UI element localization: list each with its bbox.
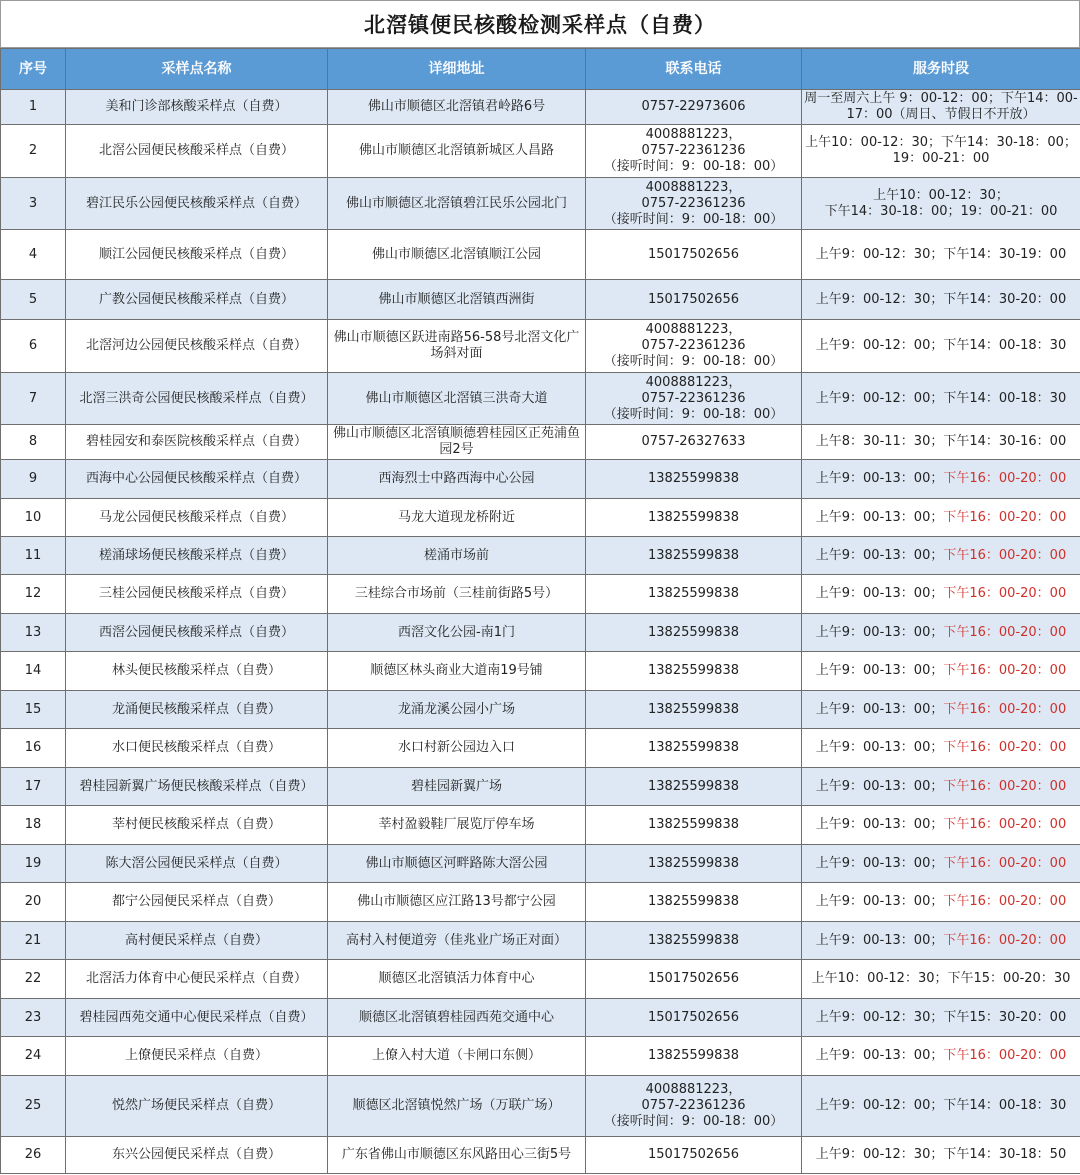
table-row (1, 425, 1080, 460)
cell-hours: 上午9：00-12：00；下午14：00-18：30 (802, 1076, 1080, 1137)
hours-morning: 上午9：00-13：00； (815, 1048, 944, 1063)
table-header-row (1, 49, 1080, 90)
sites-table (0, 48, 1080, 1174)
cell-address: 顺德区北滘镇活力体育中心 (328, 960, 586, 999)
hours-afternoon-highlight: 下午16：00-20：00 (943, 471, 1067, 486)
table-row (1, 90, 1080, 125)
cell-hours: 上午8：30-11：30；下午14：30-16：00 (802, 425, 1080, 460)
cell-name: 水口便民核酸采样点（自费） (66, 729, 328, 768)
phone-line: 0757-22361236 (641, 1098, 746, 1113)
cell-phone: 15017502656 (586, 1137, 802, 1174)
cell-hours: 上午10：00-12：30；下午15：00-20：30 (802, 960, 1080, 999)
cell-hours: 周一至周六上午 9：00-12：00；下午14：00-17：00（周日、节假日不开放） (802, 90, 1080, 125)
cell-no: 17 (1, 768, 66, 806)
phone-line: 0757-22361236 (641, 390, 746, 406)
table-row (1, 1037, 1080, 1076)
phone-line: （接听时间：9：00-18：00） (603, 354, 784, 369)
table-row (1, 960, 1080, 999)
hours-afternoon-highlight: 下午16：00-20：00 (943, 547, 1067, 563)
phone-line: （接听时间：9：00-18：00） (603, 406, 784, 422)
cell-no: 4 (1, 230, 66, 280)
cell-no: 24 (1, 1037, 66, 1076)
table-row (1, 768, 1080, 806)
phone-line: 4008881223， (645, 1082, 742, 1097)
cell-hours (802, 460, 1080, 499)
phone-line: （接听时间：9：00-18：00） (603, 159, 784, 174)
hours-afternoon-highlight: 下午16：00-20：00 (943, 855, 1067, 871)
cell-no: 23 (1, 999, 66, 1037)
cell-phone: 13825599838 (586, 883, 802, 922)
hours-afternoon-highlight: 下午16：00-20：00 (943, 932, 1067, 948)
cell-phone: 0757-26327633 (586, 425, 802, 460)
cell-hours: 上午9：00-12：30；下午14：30-19：00 (802, 230, 1080, 280)
cell-no: 21 (1, 922, 66, 960)
hours-morning: 上午9：00-13：00； (815, 586, 944, 601)
table-row (1, 373, 1080, 425)
cell-address: 上僚入村大道（卡闸口东侧） (328, 1037, 586, 1076)
cell-hours (802, 883, 1080, 922)
cell-phone: 13825599838 (586, 652, 802, 691)
table-row (1, 883, 1080, 922)
hours-afternoon-highlight: 下午16：00-20：00 (943, 586, 1067, 601)
phone-line: 4008881223， (645, 374, 742, 390)
cell-address: 佛山市顺德区北滘镇三洪奇大道 (328, 373, 586, 425)
hours-afternoon-highlight: 下午16：00-20：00 (943, 509, 1067, 525)
cell-phone: 15017502656 (586, 280, 802, 320)
cell-hours: 上午9：00-12：00；下午14：00-18：30 (802, 320, 1080, 373)
cell-no: 12 (1, 575, 66, 614)
cell-name: 东兴公园便民采样点（自费） (66, 1137, 328, 1174)
cell-no: 11 (1, 537, 66, 575)
table-row (1, 125, 1080, 178)
cell-address: 高村入村便道旁（佳兆业广场正对面） (328, 922, 586, 960)
cell-phone: 13825599838 (586, 460, 802, 499)
hours-afternoon-highlight: 下午16：00-20：00 (943, 663, 1067, 678)
cell-address: 佛山市顺德区北滘镇碧江民乐公园北门 (328, 178, 586, 230)
hours-morning: 上午9：00-13：00； (815, 855, 944, 871)
cell-hours: 上午9：00-12：30；下午15：30-20：00 (802, 999, 1080, 1037)
cell-phone: 13825599838 (586, 845, 802, 883)
column-header-name: 采样点名称 (66, 49, 328, 90)
cell-address: 佛山市顺德区北滘镇君岭路6号 (328, 90, 586, 125)
table-row (1, 499, 1080, 537)
cell-no: 5 (1, 280, 66, 320)
phone-line: 0757-22361236 (641, 195, 746, 211)
hours-morning: 上午9：00-13：00； (815, 740, 944, 755)
table-row (1, 230, 1080, 280)
table-row (1, 1137, 1080, 1174)
phone-line: 0757-22361236 (641, 338, 746, 353)
cell-address: 莘村盈毅鞋厂展览厅停车场 (328, 806, 586, 845)
table-row (1, 691, 1080, 729)
table-row (1, 280, 1080, 320)
cell-address: 佛山市顺德区北滘镇西洲街 (328, 280, 586, 320)
cell-no: 25 (1, 1076, 66, 1137)
table-row (1, 575, 1080, 614)
cell-hours (802, 729, 1080, 768)
cell-phone: 13825599838 (586, 768, 802, 806)
cell-phone: 15017502656 (586, 960, 802, 999)
cell-no: 6 (1, 320, 66, 373)
cell-name: 上僚便民采样点（自费） (66, 1037, 328, 1076)
cell-phone: 13825599838 (586, 806, 802, 845)
cell-phone (586, 320, 802, 373)
cell-name: 槎涌球场便民核酸采样点（自费） (66, 537, 328, 575)
cell-no: 2 (1, 125, 66, 178)
cell-no: 8 (1, 425, 66, 460)
cell-phone: 13825599838 (586, 575, 802, 614)
cell-name: 林头便民核酸采样点（自费） (66, 652, 328, 691)
cell-hours (802, 499, 1080, 537)
cell-name: 广教公园便民核酸采样点（自费） (66, 280, 328, 320)
cell-no: 22 (1, 960, 66, 999)
phone-line: （接听时间：9：00-18：00） (603, 211, 784, 227)
table-row (1, 460, 1080, 499)
table-row (1, 806, 1080, 845)
table-row (1, 178, 1080, 230)
cell-address: 佛山市顺德区应江路13号都宁公园 (328, 883, 586, 922)
cell-address: 顺德区北滘镇碧桂园西苑交通中心 (328, 999, 586, 1037)
cell-name: 都宁公园便民采样点（自费） (66, 883, 328, 922)
cell-name: 北滘三洪奇公园便民核酸采样点（自费） (66, 373, 328, 425)
table-row (1, 320, 1080, 373)
hours-afternoon-highlight: 下午16：00-20：00 (943, 778, 1067, 794)
cell-no: 26 (1, 1137, 66, 1174)
table-row (1, 1076, 1080, 1137)
cell-hours (802, 691, 1080, 729)
cell-no: 1 (1, 90, 66, 125)
cell-no: 15 (1, 691, 66, 729)
title-bar (0, 0, 1080, 48)
cell-hours (802, 806, 1080, 845)
cell-name: 三桂公园便民核酸采样点（自费） (66, 575, 328, 614)
cell-address: 顺德区林头商业大道南19号铺 (328, 652, 586, 691)
cell-hours (802, 845, 1080, 883)
cell-name: 龙涌便民核酸采样点（自费） (66, 691, 328, 729)
table-row (1, 999, 1080, 1037)
cell-phone (586, 373, 802, 425)
cell-phone: 13825599838 (586, 1037, 802, 1076)
cell-no: 16 (1, 729, 66, 768)
hours-afternoon-highlight: 下午16：00-20：00 (943, 701, 1067, 717)
cell-name: 马龙公园便民核酸采样点（自费） (66, 499, 328, 537)
cell-no: 19 (1, 845, 66, 883)
cell-address: 佛山市顺德区北滘镇新城区人昌路 (328, 125, 586, 178)
phone-line: （接听时间：9：00-18：00） (603, 1114, 784, 1129)
cell-phone (586, 178, 802, 230)
phone-line: 4008881223， (645, 322, 742, 337)
hours-morning: 上午9：00-13：00； (815, 663, 944, 678)
cell-hours (802, 614, 1080, 652)
table-row (1, 729, 1080, 768)
hours-afternoon-highlight: 下午16：00-20：00 (943, 1048, 1067, 1063)
cell-phone: 13825599838 (586, 691, 802, 729)
table-row (1, 922, 1080, 960)
cell-hours (802, 922, 1080, 960)
cell-hours (802, 768, 1080, 806)
cell-no: 14 (1, 652, 66, 691)
column-header-hours: 服务时段 (802, 49, 1080, 90)
cell-name: 碧江民乐公园便民核酸采样点（自费） (66, 178, 328, 230)
cell-name: 莘村便民核酸采样点（自费） (66, 806, 328, 845)
cell-name: 碧桂园西苑交通中心便民采样点（自费） (66, 999, 328, 1037)
cell-phone: 15017502656 (586, 230, 802, 280)
cell-address: 广东省佛山市顺德区东风路田心三街5号 (328, 1137, 586, 1174)
hours-afternoon-highlight: 下午16：00-20：00 (943, 817, 1067, 832)
cell-phone: 13825599838 (586, 614, 802, 652)
table-body (1, 90, 1080, 1174)
phone-line: 0757-22361236 (641, 143, 746, 158)
cell-name: 美和门诊部核酸采样点（自费） (66, 90, 328, 125)
hours-afternoon-highlight: 下午16：00-20：00 (943, 894, 1067, 909)
cell-phone: 15017502656 (586, 999, 802, 1037)
cell-hours: 上午9：00-12：30；下午14：30-20：00 (802, 280, 1080, 320)
cell-hours (802, 1037, 1080, 1076)
hours-morning: 上午9：00-13：00； (815, 509, 944, 525)
cell-phone (586, 1076, 802, 1137)
cell-hours: 上午9：00-12：30；下午14：30-18：50 (802, 1137, 1080, 1174)
cell-name: 陈大滘公园便民采样点（自费） (66, 845, 328, 883)
cell-address: 西滘文化公园-南1门 (328, 614, 586, 652)
phone-line: 4008881223， (645, 179, 742, 195)
hours-afternoon-highlight: 下午16：00-20：00 (943, 624, 1067, 640)
cell-address: 佛山市顺德区跃进南路56-58号北滘文化广场斜对面 (328, 320, 586, 373)
cell-name: 北滘活力体育中心便民采样点（自费） (66, 960, 328, 999)
cell-address: 槎涌市场前 (328, 537, 586, 575)
cell-address: 龙涌龙溪公园小广场 (328, 691, 586, 729)
cell-no: 13 (1, 614, 66, 652)
table-row (1, 845, 1080, 883)
cell-name: 碧桂园安和泰医院核酸采样点（自费） (66, 425, 328, 460)
cell-phone: 0757-22973606 (586, 90, 802, 125)
cell-address: 水口村新公园边入口 (328, 729, 586, 768)
cell-name: 高村便民采样点（自费） (66, 922, 328, 960)
cell-phone (586, 125, 802, 178)
cell-address: 佛山市顺德区北滘镇顺江公园 (328, 230, 586, 280)
hours-morning: 上午9：00-13：00； (815, 701, 944, 717)
cell-name: 西滘公园便民核酸采样点（自费） (66, 614, 328, 652)
cell-hours (802, 575, 1080, 614)
cell-name: 碧桂园新翼广场便民核酸采样点（自费） (66, 768, 328, 806)
cell-no: 20 (1, 883, 66, 922)
cell-name: 悦然广场便民采样点（自费） (66, 1076, 328, 1137)
cell-hours: 上午9：00-12：00；下午14：00-18：30 (802, 373, 1080, 425)
cell-address: 顺德区北滘镇悦然广场（万联广场） (328, 1076, 586, 1137)
column-header-no: 序号 (1, 49, 66, 90)
cell-name: 北滘河边公园便民核酸采样点（自费） (66, 320, 328, 373)
hours-morning: 上午9：00-13：00； (815, 778, 944, 794)
hours-morning: 上午9：00-13：00； (815, 894, 944, 909)
hours-morning: 上午9：00-13：00； (815, 932, 944, 948)
cell-hours: 上午10：00-12：30；下午14：30-18：00；19：00-21：00 (802, 125, 1080, 178)
column-header-phone: 联系电话 (586, 49, 802, 90)
cell-hours: 上午10：00-12：30； 下午14：30-18：00；19：00-21：00 (802, 178, 1080, 230)
cell-hours (802, 537, 1080, 575)
hours-morning: 上午9：00-13：00； (815, 471, 944, 486)
cell-name: 顺江公园便民核酸采样点（自费） (66, 230, 328, 280)
hours-afternoon-highlight: 下午16：00-20：00 (943, 740, 1067, 755)
cell-address: 三桂综合市场前（三桂前街路5号） (328, 575, 586, 614)
cell-phone: 13825599838 (586, 922, 802, 960)
hours-morning: 上午9：00-13：00； (815, 817, 944, 832)
cell-no: 18 (1, 806, 66, 845)
cell-name: 西海中心公园便民核酸采样点（自费） (66, 460, 328, 499)
cell-address: 佛山市顺德区北滘镇顺德碧桂园区正苑浦鱼园2号 (328, 425, 586, 460)
cell-address: 碧桂园新翼广场 (328, 768, 586, 806)
cell-name: 北滘公园便民核酸采样点（自费） (66, 125, 328, 178)
cell-address: 西海烈士中路西海中心公园 (328, 460, 586, 499)
column-header-address: 详细地址 (328, 49, 586, 90)
cell-phone: 13825599838 (586, 537, 802, 575)
cell-no: 7 (1, 373, 66, 425)
phone-line: 4008881223， (645, 127, 742, 142)
cell-address: 佛山市顺德区河畔路陈大滘公园 (328, 845, 586, 883)
cell-no: 3 (1, 178, 66, 230)
hours-morning: 上午9：00-13：00； (815, 547, 944, 563)
cell-no: 9 (1, 460, 66, 499)
cell-phone: 13825599838 (586, 729, 802, 768)
table-row (1, 537, 1080, 575)
hours-morning: 上午9：00-13：00； (815, 624, 944, 640)
cell-phone: 13825599838 (586, 499, 802, 537)
cell-no: 10 (1, 499, 66, 537)
cell-hours (802, 652, 1080, 691)
cell-address: 马龙大道现龙桥附近 (328, 499, 586, 537)
page-title: 北滘镇便民核酸检测采样点（自费） (364, 13, 716, 37)
table-row (1, 652, 1080, 691)
table-row (1, 614, 1080, 652)
